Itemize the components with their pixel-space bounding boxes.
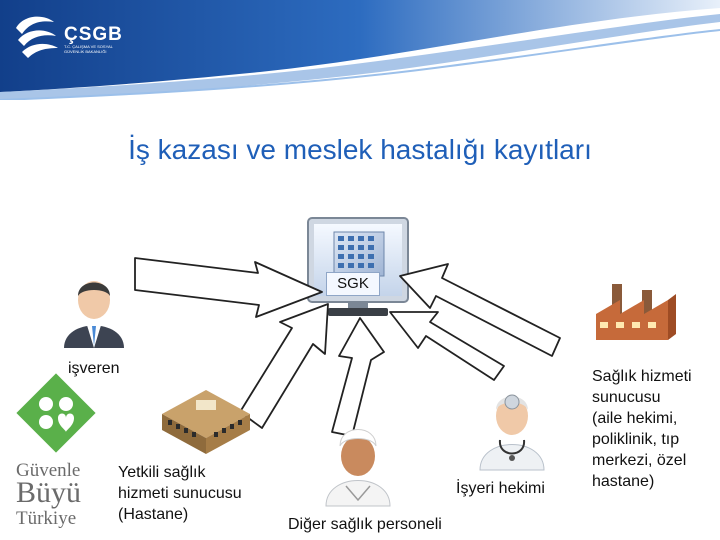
health-provider-line: (aile hekimi, <box>592 410 678 427</box>
authorized-provider-label <box>118 462 242 525</box>
other-personnel-label: Diğer sağlık personeli <box>288 516 442 533</box>
health-provider-line: Sağlık hizmeti <box>592 368 692 385</box>
workplace-doctor-label: İşyeri hekimi <box>456 480 545 497</box>
sgk-monitor-icon <box>308 218 408 316</box>
health-provider-line: sunucusu <box>592 389 661 406</box>
sgk-label: SGK <box>326 272 380 296</box>
guvenle-word: Güvenle <box>16 460 81 481</box>
doctor-icon <box>480 395 544 470</box>
nurse-icon <box>326 430 390 507</box>
turkiye-word: Türkiye <box>16 508 77 529</box>
arrow-yetkili-to-sgk <box>240 304 328 428</box>
guvenle-logo-icon <box>16 373 95 452</box>
arrow-saglik-to-sgk <box>400 264 560 356</box>
employer-label: işveren <box>68 360 120 377</box>
arrow-isveren-to-sgk <box>135 258 322 317</box>
buyu-word: Büyü <box>16 476 82 509</box>
health-provider-line: hastane) <box>592 473 655 490</box>
page-title: İş kazası ve meslek hastalığı kayıtları <box>128 134 592 165</box>
authorized-provider-line: Yetkili sağlık <box>118 464 206 481</box>
health-provider-line: merkezi, özel <box>592 452 687 469</box>
factory-icon <box>596 284 676 340</box>
authorized-provider-line: hizmeti sunucusu <box>118 485 242 502</box>
hospital-building-icon <box>162 390 250 454</box>
authorized-provider-line: (Hastane) <box>118 506 189 523</box>
arrow-diger-to-sgk <box>332 318 384 436</box>
health-provider-label <box>592 366 692 492</box>
logo-subtitle: T.C. ÇALIŞMA VE SOSYAL GÜVENLİK BAKANLIĞI <box>64 44 113 54</box>
employer-person-icon <box>64 281 124 348</box>
logo-text: ÇSGB <box>64 24 123 45</box>
health-provider-line: poliklinik, tıp <box>592 431 680 448</box>
